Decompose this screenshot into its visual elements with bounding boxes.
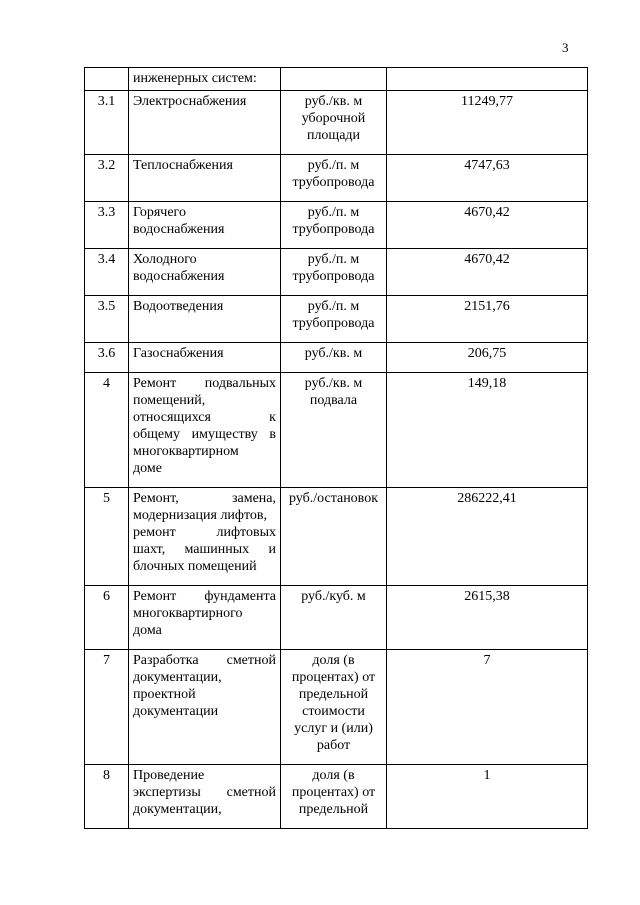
work-name xyxy=(129,765,281,829)
tariff-table-body xyxy=(85,68,588,829)
unit-line: процентах) от xyxy=(291,785,376,800)
work-name-line: Проведение xyxy=(133,768,205,783)
unit-line: работ xyxy=(316,738,351,753)
max-cost-value xyxy=(387,68,588,91)
work-name-line: модернизация лифтов, xyxy=(133,508,268,523)
row-number: 3.6 xyxy=(85,343,129,373)
table-row xyxy=(85,586,588,650)
table-row xyxy=(85,68,588,91)
table-row xyxy=(85,488,588,586)
work-name xyxy=(129,343,281,373)
table-row xyxy=(85,343,588,373)
unit-of-measure xyxy=(281,343,387,373)
work-name-line: дома xyxy=(133,623,162,638)
unit-of-measure xyxy=(281,765,387,829)
unit-of-measure xyxy=(281,91,387,155)
work-name-line: водоснабжения xyxy=(133,269,225,284)
max-cost-value: 286222,41 xyxy=(387,488,588,586)
work-name-line: Газоснабжения xyxy=(133,346,224,361)
work-name xyxy=(129,68,281,91)
work-name xyxy=(129,202,281,249)
work-name xyxy=(129,91,281,155)
work-name-line: Ремонт фундамента xyxy=(133,589,276,604)
unit-line: трубопровода xyxy=(292,316,375,331)
unit-of-measure xyxy=(281,373,387,488)
max-cost-value: 4747,63 xyxy=(387,155,588,202)
work-name xyxy=(129,155,281,202)
work-name-line: Холодного xyxy=(133,252,197,267)
work-name-line: многоквартирном xyxy=(133,444,239,459)
row-number: 3.5 xyxy=(85,296,129,343)
unit-line: стоимости xyxy=(302,704,365,719)
row-number: 7 xyxy=(85,650,129,765)
table-row xyxy=(85,650,588,765)
unit-line: руб./кв. м xyxy=(304,94,363,109)
unit-line: руб./п. м xyxy=(307,299,360,314)
unit-line: руб./п. м xyxy=(307,158,360,173)
work-name-line: Теплоснабжения xyxy=(133,158,233,173)
unit-line: площади xyxy=(306,128,361,143)
unit-line: руб./п. м xyxy=(307,205,360,220)
table-row xyxy=(85,202,588,249)
work-name-line: водоснабжения xyxy=(133,222,225,237)
work-name-line: Горячего xyxy=(133,205,186,220)
work-name-line: Ремонт подвальных xyxy=(133,376,276,391)
work-name-line: инженерных систем: xyxy=(133,71,257,86)
max-cost-value: 2615,38 xyxy=(387,586,588,650)
max-cost-value: 7 xyxy=(387,650,588,765)
unit-line: руб./куб. м xyxy=(301,589,366,604)
unit-line: трубопровода xyxy=(292,222,375,237)
work-name-line: относящихся к xyxy=(133,410,276,425)
unit-line: руб./п. м xyxy=(307,252,360,267)
work-name xyxy=(129,650,281,765)
unit-line: предельной xyxy=(298,802,369,817)
max-cost-value: 11249,77 xyxy=(387,91,588,155)
table-row xyxy=(85,249,588,296)
work-name-line: документации, xyxy=(133,670,222,685)
work-name-line: Ремонт, замена, xyxy=(133,491,276,506)
unit-line: руб./кв. м xyxy=(304,376,363,391)
unit-of-measure xyxy=(281,586,387,650)
max-cost-value: 1 xyxy=(387,765,588,829)
work-name-line: Электроснабжения xyxy=(133,94,247,109)
max-cost-value: 4670,42 xyxy=(387,249,588,296)
unit-of-measure xyxy=(281,155,387,202)
unit-line: услуг и (или) xyxy=(294,721,373,736)
work-name-line: экспертизы сметной xyxy=(133,785,276,800)
page-number: 3 xyxy=(562,40,569,55)
unit-line: трубопровода xyxy=(292,175,375,190)
table-row xyxy=(85,765,588,829)
work-name xyxy=(129,488,281,586)
unit-of-measure xyxy=(281,249,387,296)
unit-line: процентах) от xyxy=(291,670,376,685)
work-name-line: шахт, машинных и xyxy=(133,542,276,557)
unit-line: трубопровода xyxy=(292,269,375,284)
work-name-line: документации, xyxy=(133,802,222,817)
work-name-line: Разработка сметной xyxy=(133,653,276,668)
row-number: 3.4 xyxy=(85,249,129,296)
unit-line: руб./остановок xyxy=(288,491,379,506)
work-name-line: документации xyxy=(133,704,219,719)
row-number: 6 xyxy=(85,586,129,650)
table-row xyxy=(85,373,588,488)
row-number: 4 xyxy=(85,373,129,488)
row-number: 8 xyxy=(85,765,129,829)
unit-line: предельной xyxy=(298,687,369,702)
work-name-line: помещений, xyxy=(133,393,206,408)
max-cost-value: 4670,42 xyxy=(387,202,588,249)
row-number: 3.2 xyxy=(85,155,129,202)
row-number: 3.3 xyxy=(85,202,129,249)
tariff-table xyxy=(84,67,588,829)
row-number: 5 xyxy=(85,488,129,586)
max-cost-value: 2151,76 xyxy=(387,296,588,343)
work-name-line: доме xyxy=(133,461,162,476)
row-number xyxy=(85,68,129,91)
max-cost-value: 149,18 xyxy=(387,373,588,488)
table-row xyxy=(85,155,588,202)
unit-of-measure xyxy=(281,488,387,586)
work-name-line: многоквартирного xyxy=(133,606,243,621)
table-row xyxy=(85,91,588,155)
unit-of-measure xyxy=(281,296,387,343)
unit-of-measure xyxy=(281,202,387,249)
work-name-line: проектной xyxy=(133,687,196,702)
row-number: 3.1 xyxy=(85,91,129,155)
unit-of-measure xyxy=(281,68,387,91)
unit-line: доля (в xyxy=(312,653,355,668)
work-name-line: Водоотведения xyxy=(133,299,224,314)
table-row xyxy=(85,296,588,343)
work-name xyxy=(129,373,281,488)
max-cost-value: 206,75 xyxy=(387,343,588,373)
unit-line: подвала xyxy=(309,393,358,408)
work-name xyxy=(129,296,281,343)
unit-line xyxy=(283,70,384,87)
work-name xyxy=(129,249,281,296)
unit-line: уборочной xyxy=(301,111,366,126)
unit-line: руб./кв. м xyxy=(304,346,363,361)
unit-line: доля (в xyxy=(312,768,355,783)
unit-of-measure xyxy=(281,650,387,765)
work-name-line: блочных помещений xyxy=(133,559,257,574)
work-name-line: общему имуществу в xyxy=(133,427,276,442)
work-name-line: ремонт лифтовых xyxy=(133,525,276,540)
work-name xyxy=(129,586,281,650)
